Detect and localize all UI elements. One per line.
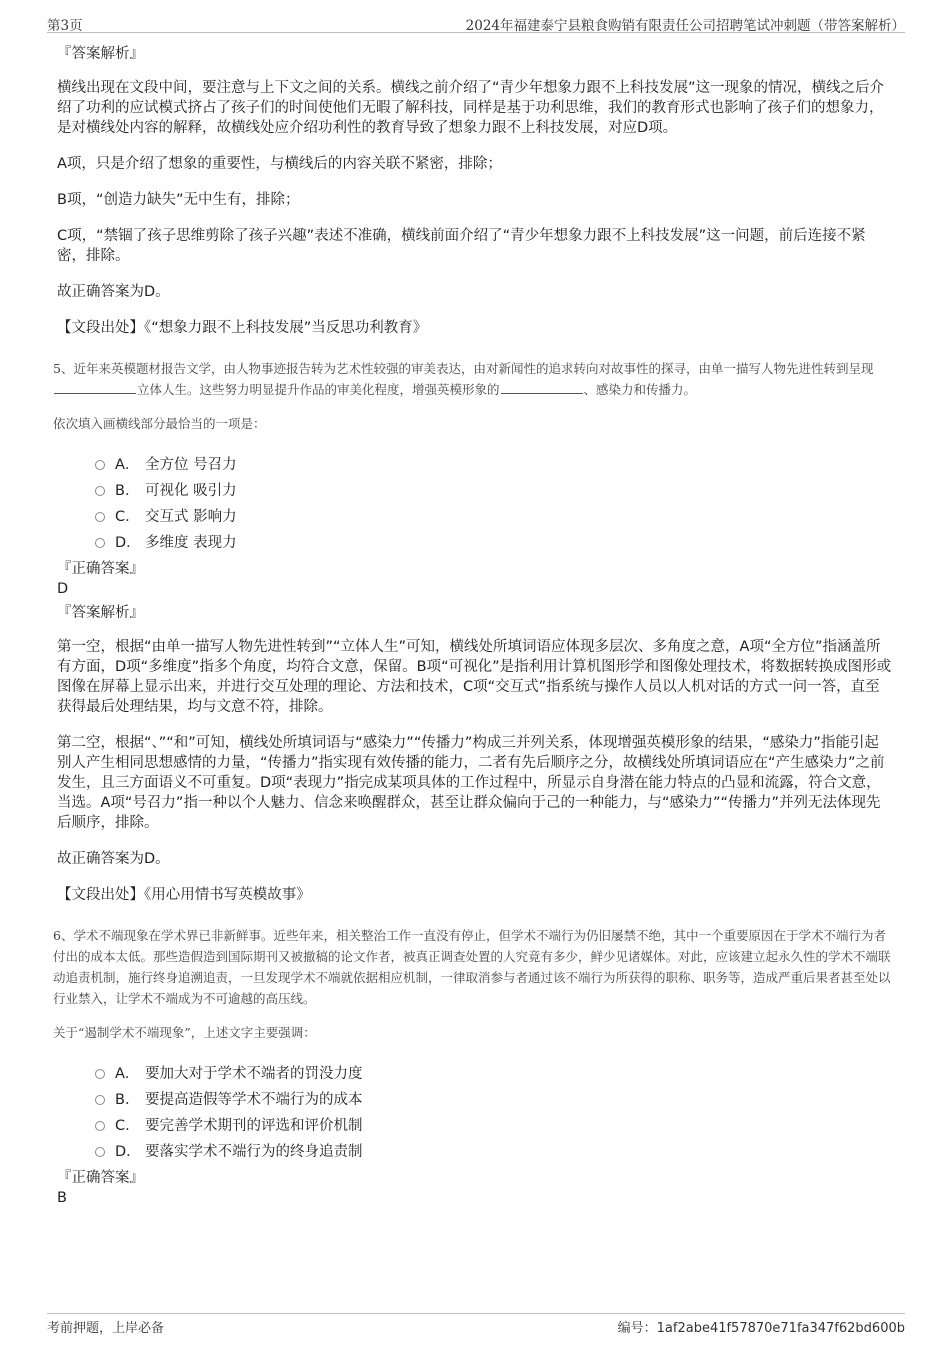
document-code: 编号：1af2abe41f57870e71fa347f62bd600b	[617, 1321, 905, 1336]
q5-blank-1	[54, 380, 136, 394]
q5-options	[95, 450, 892, 554]
option-letter: B．	[115, 482, 140, 499]
q5-blank-2	[501, 380, 583, 394]
option-text: 多维度 表现力	[145, 534, 237, 551]
q6-prompt: 关于“遏制学术不端现象”，上述文字主要强调：	[53, 1025, 316, 1040]
q5-stem-part-3: 、感染力和传播力。	[583, 382, 697, 397]
q4-source: 【文段出处】《“想象力跟不上科技发展”当反思功利教育》	[57, 320, 428, 336]
option-letter: A．	[115, 1065, 140, 1082]
radio-icon[interactable]	[95, 512, 105, 522]
q5-option-b[interactable]	[95, 476, 892, 502]
q5-analysis-paragraph-1: 第一空，根据“由单一描写人物先进性转到”“立体人生”可知，横线处所填词语应体现多层次、多角度之意，A项“全方位”指涵盖所有方面，D项“多维度”指多个角度，均符合文意，保留。B项“可视化”是指利用计算机图形学和图像处理技术，将数据转换成图形或图像在屏幕上显示出来，并进行交互处理的理论、方法和技术，C项“交互式”指系统与操作人员以人机对话的方式一问一答，直至获得最后处理结果，均与文意不符，排除。	[57, 639, 892, 715]
q5-stem-part-1: 5、近年来英模题材报告文学，由人物事迹报告转为艺术性较强的审美表达，由对新闻性的追求转向对故事性的探寻，由单一描写人物先进性转到呈现	[53, 361, 874, 376]
q6-option-d[interactable]	[95, 1137, 892, 1163]
radio-icon[interactable]	[95, 460, 105, 470]
q6-option-b[interactable]	[95, 1085, 892, 1111]
q5-prompt: 依次填入画横线部分最恰当的一项是：	[53, 416, 266, 431]
q4-analysis-paragraph-1: 横线出现在文段中间，要注意与上下文之间的关系。横线之前介绍了“青少年想象力跟不上科技发展”这一现象的情况，横线之后介绍了功利的应试模式挤占了孩子们的时间使他们无暇了解科技，同样是基于功利思维，我们的教育形式也影响了孩子们的想象力，是对横线处内容的解释，故横线处应介绍功利性的教育导致了想象力跟不上科技发展，对应D项。	[57, 80, 885, 136]
page-footer	[47, 1313, 905, 1338]
radio-icon[interactable]	[95, 1147, 105, 1157]
document-title: 2024年福建泰宁县粮食购销有限责任公司招聘笔试冲刺题（带答案解析）	[465, 18, 905, 34]
option-letter: C．	[115, 1117, 140, 1134]
option-text: 交互式 影响力	[145, 508, 237, 525]
page-number: 第3页	[47, 18, 83, 34]
page-content	[53, 44, 892, 1212]
option-letter: A．	[115, 456, 140, 473]
option-text: 全方位 号召力	[145, 456, 237, 473]
q5-answer-label: 『正确答案』	[57, 561, 144, 577]
radio-icon[interactable]	[95, 486, 105, 496]
footer-slogan: 考前押题，上岸必备	[47, 1321, 165, 1336]
page-header	[47, 10, 905, 33]
radio-icon[interactable]	[95, 1095, 105, 1105]
radio-icon[interactable]	[95, 1069, 105, 1079]
radio-icon[interactable]	[95, 1121, 105, 1131]
option-text: 要落实学术不端行为的终身追责制	[145, 1143, 363, 1160]
q5-source: 【文段出处】《用心用情书写英模故事》	[57, 887, 311, 903]
q4-analysis-paragraph-2: A项，只是介绍了想象的重要性，与横线后的内容关联不紧密，排除；	[57, 156, 502, 172]
q5-option-d[interactable]	[95, 528, 892, 554]
q4-conclusion: 故正确答案为D。	[57, 284, 170, 300]
q5-stem-part-2: 立体人生。这些努力明显提升作品的审美化程度，增强英模形象的	[137, 382, 500, 397]
option-letter: B．	[115, 1091, 140, 1108]
q6-options	[95, 1059, 892, 1163]
q6-option-a[interactable]	[95, 1059, 892, 1085]
q5-answer: D	[57, 581, 69, 597]
q6-option-c[interactable]	[95, 1111, 892, 1137]
option-letter: C．	[115, 508, 140, 525]
q5-option-a[interactable]	[95, 450, 892, 476]
option-letter: D．	[115, 534, 141, 551]
option-text: 要加大对于学术不端者的罚没力度	[145, 1065, 363, 1082]
radio-icon[interactable]	[95, 538, 105, 548]
q5-analysis-label: 『答案解析』	[57, 605, 144, 621]
option-text: 可视化 吸引力	[145, 482, 237, 499]
q6-stem: 6、学术不端现象在学术界已非新鲜事。近些年来，相关整治工作一直没有停止，但学术不端行为仍旧屡禁不绝，其中一个重要原因在于学术不端行为者付出的成本太低。那些造假造到国际期刊又被撤稿的论文作者，被真正调查处置的人究竟有多少，鲜少见诸媒体。对此，应该建立起永久性的学术不端联动追责机制，施行终身追溯追责，一旦发现学术不端就依据相应机制，一律取消参与者通过该不端行为所获得的职称、职务等，造成严重后果者甚至处以行业禁入，让学术不端成为不可逾越的高压线。	[53, 928, 891, 1006]
q5-stem	[53, 358, 892, 400]
q6-answer-label: 『正确答案』	[57, 1170, 144, 1186]
q5-analysis-paragraph-2: 第二空，根据“、”“和”可知，横线处所填词语与“感染力”“传播力”构成三并列关系，体现增强英模形象的结果，“感染力”指能引起别人产生相同思想感情的力量，“传播力”指实现有效传播的能力，二者有先后顺序之分，故横线处所填词语应在“产生感染力”之前发生，且三方面语义不可重复。D项“表现力”指完成某项具体的工作过程中，所显示自身潜在能力特点的凸显和流露，符合文意，当选。A项“号召力”指一种以个人魅力、信念来唤醒群众，甚至让群众偏向于己的一种能力，与“感染力”“传播力”并列无法体现先后顺序，排除。	[57, 735, 885, 831]
q4-analysis-paragraph-4: C项，“禁锢了孩子思维剪除了孩子兴趣”表述不准确，横线前面介绍了“青少年想象力跟不上科技发展”这一问题，前后连接不紧密，排除。	[57, 228, 866, 264]
q5-conclusion: 故正确答案为D。	[57, 851, 170, 867]
q4-analysis-paragraph-3: B项，“创造力缺失”无中生有，排除；	[57, 192, 300, 208]
q5-option-c[interactable]	[95, 502, 892, 528]
q6-answer: B	[57, 1190, 67, 1206]
option-text: 要完善学术期刊的评选和评价机制	[145, 1117, 363, 1134]
q4-analysis-label: 『答案解析』	[57, 46, 144, 62]
option-text: 要提高造假等学术不端行为的成本	[145, 1091, 363, 1108]
option-letter: D．	[115, 1143, 141, 1160]
